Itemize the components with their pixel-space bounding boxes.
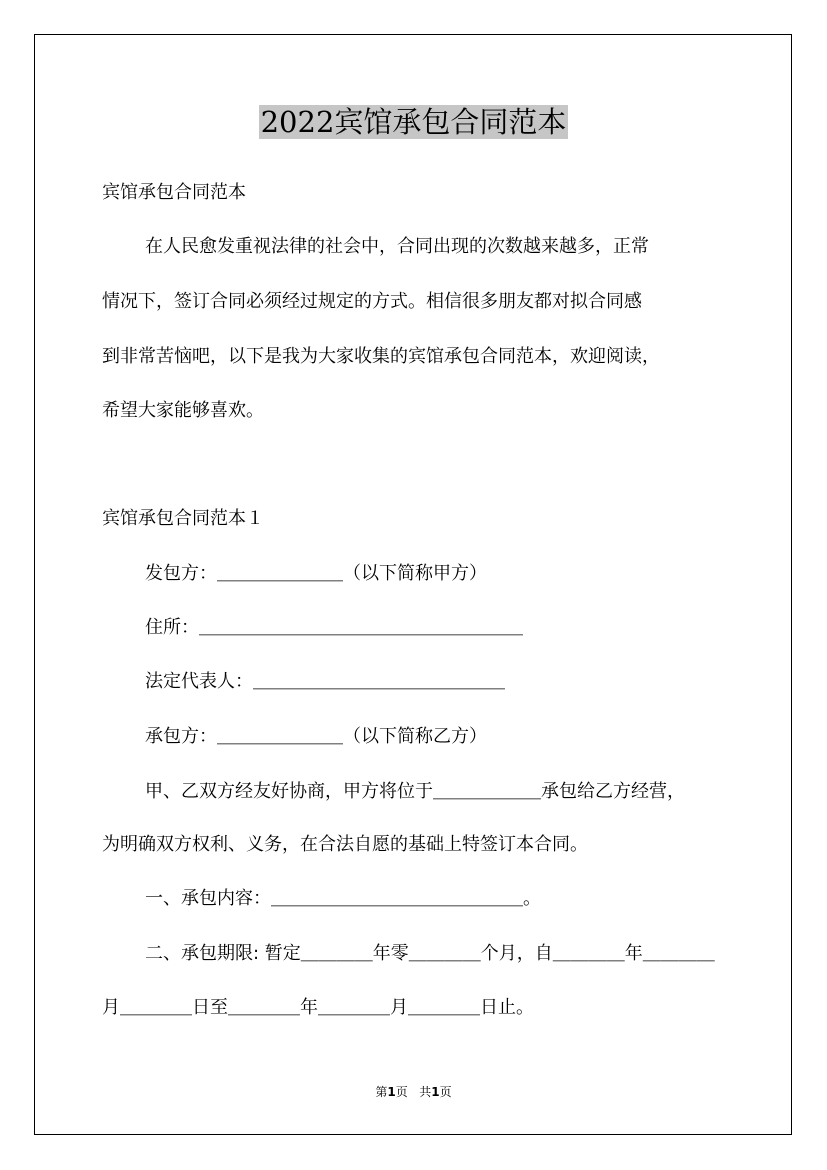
legal-representative-field: 法定代表人：＿＿＿＿＿＿＿＿＿＿＿＿＿＿ [145,671,505,692]
paragraph-line: 为明确双方权利、义务，在合法自愿的基础上特签订本合同。 [102,834,588,855]
document-title [0,100,827,144]
page-number: 1 [387,1085,396,1099]
clause-line: 二、承包期限: 暂定＿＿＿＿年零＿＿＿＿个月，自＿＿＿＿年＿＿＿＿ [145,943,715,964]
employer-field: 发包方：＿＿＿＿＿＿＿（以下简称甲方） [145,563,487,584]
address-field: 住所：＿＿＿＿＿＿＿＿＿＿＿＿＿＿＿＿＿＿ [145,617,523,638]
clause-line: 一、承包内容：＿＿＿＿＿＿＿＿＿＿＿＿＿＿。 [145,888,541,909]
contractor-field: 承包方：＿＿＿＿＿＿＿（以下简称乙方） [145,726,487,747]
section-heading: 宾馆承包合同范本 [102,182,246,203]
page-footer: 第1页 共1页 [375,1085,452,1099]
title-text: 2022宾馆承包合同范本 [260,105,567,139]
clause-line: 月＿＿＿＿日至＿＿＿＿年＿＿＿＿月＿＿＿＿日止。 [102,997,534,1018]
paragraph-line: 情况下，签订合同必须经过规定的方式。相信很多朋友都对拟合同感 [102,291,642,312]
paragraph-line: 到非常苦恼吧，以下是我为大家收集的宾馆承包合同范本，欢迎阅读， [102,346,660,367]
paragraph-line: 甲、乙双方经友好协商，甲方将位于＿＿＿＿＿＿承包给乙方经营， [145,781,685,802]
page-total: 1 [431,1085,440,1099]
paragraph-line: 在人民愈发重视法律的社会中，合同出现的次数越来越多，正常 [145,236,649,257]
section-heading: 宾馆承包合同范本１ [102,508,264,529]
paragraph-line: 希望大家能够喜欢。 [102,400,264,421]
